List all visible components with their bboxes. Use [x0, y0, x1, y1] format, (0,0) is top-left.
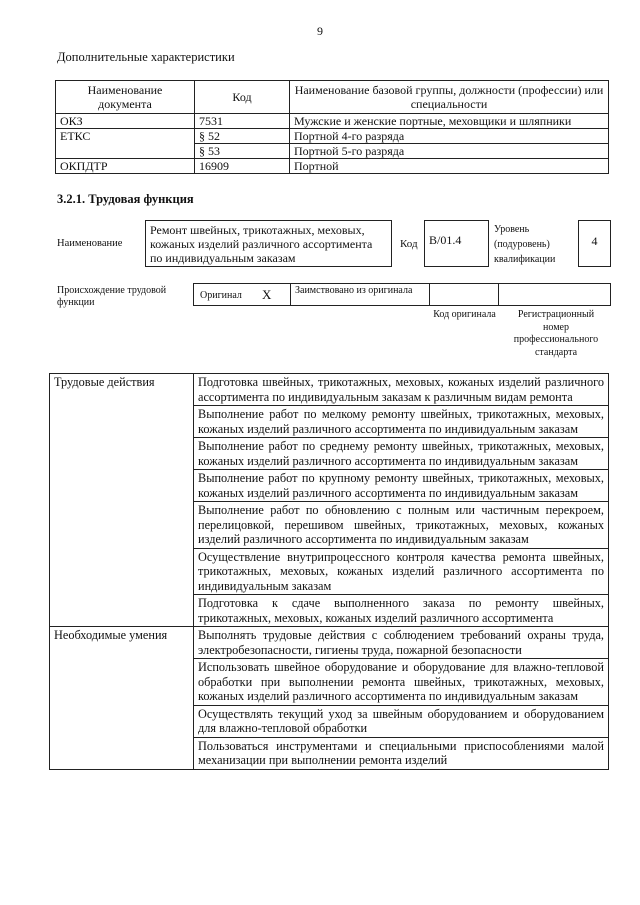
reg-number-label: Регистрационный номер профессионального стандарта	[513, 309, 599, 358]
table-cell: Осуществление внутрипроцессного контроля качества ремонта швейных, трикотажных, меховых, кожаных изделий различного ассортимента по индивидуальным заказам	[194, 548, 609, 595]
origin-row	[193, 283, 611, 306]
table-cell: § 52	[195, 129, 290, 144]
table-row	[50, 627, 609, 659]
table-row	[56, 159, 609, 174]
table-cell: Портной 5-го разряда	[290, 144, 609, 159]
table-cell: § 53	[195, 144, 290, 159]
original-label: Оригинал	[200, 290, 242, 301]
additional-characteristics-table	[55, 80, 609, 174]
table-cell: Портной	[290, 159, 609, 174]
table-cell: Осуществлять текущий уход за швейным оборудованием и оборудованием для влажно-тепловой обработки	[194, 705, 609, 737]
table-cell: Выполнение работ по крупному ремонту швейных, трикотажных, меховых, кожаных изделий различного ассортимента по индивидуальным заказам	[194, 470, 609, 502]
table-cell: Выполнять трудовые действия с соблюдением требований охраны труда, электробезопасности, гигиены труда, пожарной безопасности	[194, 627, 609, 659]
row-header-labor-actions: Трудовые действия	[50, 374, 194, 627]
qualification-level-label: Уровень (подуровень) квалификации	[494, 224, 556, 265]
labor-function-title: 3.2.1. Трудовая функция	[57, 192, 194, 206]
borrowed-cell: Заимствовано из оригинала	[290, 283, 429, 306]
additional-characteristics-title: Дополнительные характеристики	[57, 50, 235, 64]
origin-label: Происхождение трудовой функции	[57, 285, 167, 308]
table-cell: Выполнение работ по мелкому ремонту швейных, трикотажных, меховых, кожаных изделий различного ассортимента по индивидуальным заказам	[194, 406, 609, 438]
table-row	[56, 114, 609, 129]
row-header-required-skills: Необходимые умения	[50, 627, 194, 770]
reg-number-cell	[498, 283, 611, 306]
table-cell: ОКПДТР	[56, 159, 195, 174]
table-cell: ОКЗ	[56, 114, 195, 129]
column-header: Наименование документа	[56, 81, 195, 114]
table-cell: Мужские и женские портные, меховщики и шляпники	[290, 114, 609, 129]
table-cell: Выполнение работ по среднему ремонту швейных, трикотажных, меховых, кожаных изделий различного ассортимента по индивидуальным заказам	[194, 438, 609, 470]
table-row	[56, 129, 609, 144]
function-code-box: B/01.4	[424, 220, 489, 267]
table-cell: Подготовка к сдаче выполненного заказа по ремонту швейных, трикотажных, меховых, кожаных изделий различного ассортимента	[194, 595, 609, 627]
function-details-table	[49, 373, 609, 770]
original-mark: X	[262, 287, 272, 302]
page-number: 9	[317, 24, 323, 38]
function-name-box: Ремонт швейных, трикотажных, меховых, кожаных изделий различного ассортимента по индивидуальным заказам	[145, 220, 392, 267]
table-cell: Пользоваться инструментами и специальными приспособлениями малой механизации при выполнении ремонта изделий	[194, 737, 609, 769]
table-row	[50, 374, 609, 406]
name-label: Наименование	[57, 238, 123, 249]
column-header: Код	[195, 81, 290, 114]
column-header: Наименование базовой группы, должности (профессии) или специальности	[290, 81, 609, 114]
code-label: Код	[400, 238, 418, 250]
table-cell: Портной 4-го разряда	[290, 129, 609, 144]
table-cell: 7531	[195, 114, 290, 129]
table-cell: 16909	[195, 159, 290, 174]
code-original-label: Код оригинала	[433, 309, 496, 320]
qualification-level-box: 4	[578, 220, 611, 267]
table-cell: Выполнение работ по обновлению с полным или частичным перекроем, перелицовкой, перешивом швейных, трикотажных, меховых, кожаных изделий различного ассортимента по индивидуальным заказам	[194, 502, 609, 549]
table-cell: ЕТКС	[56, 129, 195, 159]
table-cell: Использовать швейное оборудование и оборудование для влажно-тепловой обработки при выполнении ремонта швейных, трикотажных, меховых, кожаных изделий различного ассортимента по индивидуальным заказам	[194, 659, 609, 706]
table-header-row	[56, 81, 609, 114]
original-cell	[193, 283, 290, 306]
code-original-cell	[429, 283, 498, 306]
table-cell: Подготовка швейных, трикотажных, меховых, кожаных изделий различного ассортимента по индивидуальным заказам к различным видам ремонта	[194, 374, 609, 406]
